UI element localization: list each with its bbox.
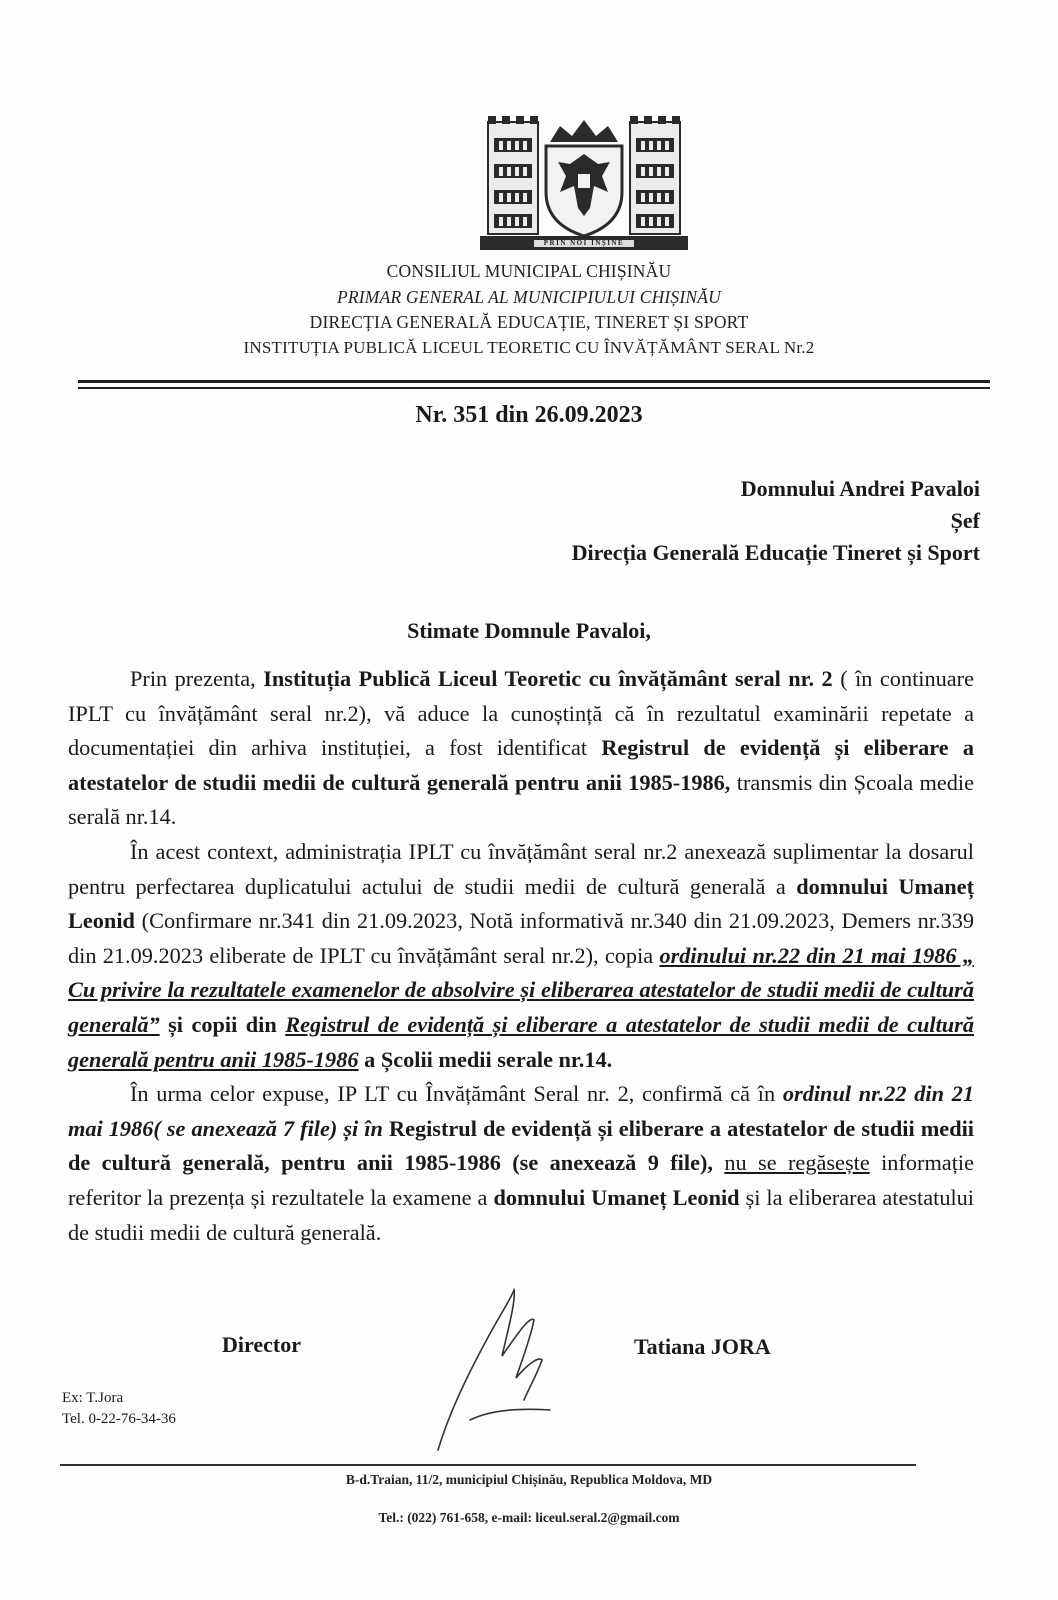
- executor-name: Ex: T.Jora: [62, 1390, 124, 1406]
- header-directorate: DIRECȚIA GENERALĂ EDUCAȚIE, TINERET ȘI SPORT: [309, 312, 749, 332]
- header-mayor: PRIMAR GENERAL AL MUNICIPIULUI CHIȘINĂU: [336, 287, 722, 307]
- addressee-organization: Direcția Generală Educație Tineret și Sport: [571, 540, 980, 565]
- footer-address: B-d.Traian, 11/2, municipiul Chișinău, Republica Moldova, MD: [345, 1472, 713, 1487]
- letter-body: [68, 662, 974, 1250]
- chisinau-coat-of-arms-logo: [474, 112, 694, 260]
- executor-phone: Tel. 0-22-76-34-36: [62, 1411, 176, 1427]
- header-council: CONSILIUL MUNICIPAL CHIȘINĂU: [386, 261, 672, 281]
- document-number: Nr. 351 din 26.09.2023: [415, 402, 643, 428]
- salutation: Stimate Domnule Pavaloi,: [407, 618, 651, 643]
- header-divider-thin: [78, 387, 990, 389]
- paragraph-2: În acest context, administrația IPLT cu învățământ seral nr.2 anexează suplimentar la dosarul pentru perfectarea duplicatului actului de studii medii de cultură generală a domnului Umaneț Leonid (Confirmare nr.341 din 21.09.2023, Notă informativă nr.340 din 21.09.2023, Demers nr.339 din 21.09.2023 eliberate de IPLT cu învățământ seral nr.2), copia ordinului nr.22 din 21 mai 1986 „ Cu privire la rezultatele examenelor de absolvire și eliberarea atestatelor de studii medii de cultură generală” și copii din Registrul de evidență și eliberare a atestatelor de studii medii de cultură generală pentru anii 1985-1986 a Școlii medii serale nr.14.: [68, 838, 975, 1072]
- paragraph-1: Prin prezenta, Instituția Publică Liceul Teoretic cu învățământ seral nr. 2 ( în continuare IPLT cu învățământ seral nr.2), vă aduce la cunoștință că în rezultatul examinării repetate a documentației din arhiva instituției, a fost identificat Registrul de evidență și eliberare a atestatelor de studii medii de cultură generală pentru anii 1985-1986, transmis din Școala medie serală nr.14.: [68, 666, 974, 830]
- footer-divider: [60, 1464, 916, 1466]
- addressee-role: Șef: [950, 508, 980, 533]
- signature-title: Director: [222, 1332, 301, 1357]
- addressee-name: Domnului Andrei Pavaloi: [740, 476, 980, 501]
- header-institution: INSTITUȚIA PUBLICĂ LICEUL TEORETIC CU ÎNVĂȚĂMÂNT SERAL Nr.2: [243, 338, 815, 357]
- coat-of-arms-motto: PRIN NOI ÎNȘINE: [543, 239, 625, 247]
- footer-contact: Tel.: (022) 761-658, e-mail: liceul.seral.2@gmail.com: [378, 1510, 680, 1525]
- header-divider-thick: [78, 380, 990, 383]
- paragraph-3: În urma celor expuse, IP LT cu Învățământ Seral nr. 2, confirmă că în ordinul nr.22 din 21 mai 1986( se anexează 7 file) și în Registrul de evidență și eliberare a atestatelor de studii medii de cultură generală, pentru anii 1985-1986 (se anexează 9 file), nu se regăsește informație referitor la prezența și rezultatele la examene a domnului Umaneț Leonid și la eliberarea atestatului de studii medii de cultură generală.: [68, 1081, 975, 1245]
- signatory-name: Tatiana JORA: [634, 1334, 771, 1359]
- handwritten-signature: [430, 1260, 570, 1460]
